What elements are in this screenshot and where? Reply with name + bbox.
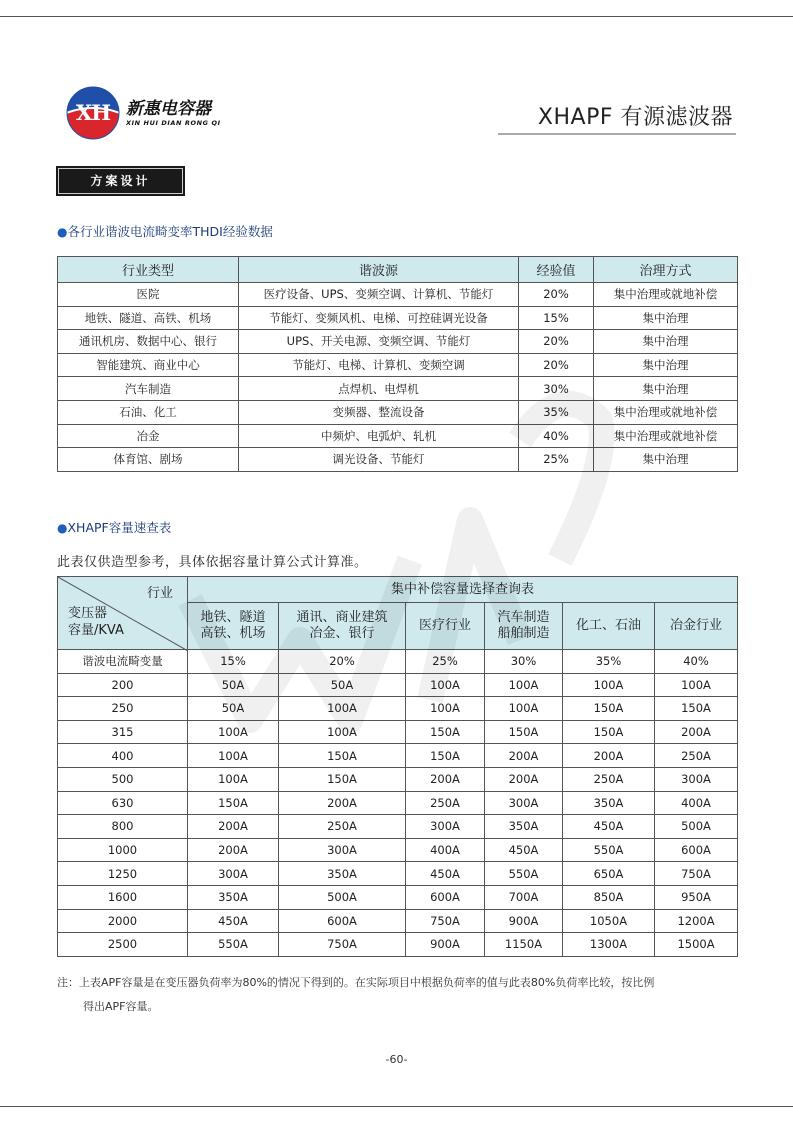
logo-chinese-name: 新惠电容器 <box>126 99 211 119</box>
table-cell: 600A <box>279 909 406 933</box>
table-cell: 15% <box>188 650 279 674</box>
table-cell: 调光设备、节能灯 <box>239 448 519 472</box>
product-title: XHAPF 有源滤波器 <box>537 105 733 130</box>
table-cell: 300A <box>655 767 738 791</box>
table-cell: 智能建筑、商业中心 <box>58 353 239 377</box>
table-cell: 550A <box>485 862 563 886</box>
table-cell: 35% <box>563 650 655 674</box>
thdi-table-header <box>58 257 738 283</box>
table-cell: 900A <box>485 909 563 933</box>
table-cell: 30% <box>485 650 563 674</box>
table-cell: 15% <box>519 306 594 330</box>
row-header-cell: 315 <box>58 720 188 744</box>
row-header-cell: 800 <box>58 815 188 839</box>
table-cell: 地铁、隧道、高铁、机场 <box>58 306 239 330</box>
table-cell: 100A <box>188 720 279 744</box>
col-header: 通讯、商业建筑 冶金、银行 <box>279 603 406 650</box>
table-row <box>58 720 738 744</box>
table-cell: 20% <box>519 283 594 307</box>
row-header-cell: 谐波电流畸变量 <box>58 650 188 674</box>
col-header: 冶金行业 <box>655 603 738 650</box>
table-row <box>58 400 738 424</box>
table-cell: 350A <box>279 862 406 886</box>
table-cell: 节能灯、变频风机、电梯、可控硅调光设备 <box>239 306 519 330</box>
capacity-table-group-header <box>58 577 738 603</box>
table-cell: 医疗设备、UPS、变频空调、计算机、节能灯 <box>239 283 519 307</box>
table-cell: 冶金 <box>58 424 239 448</box>
table-row <box>58 377 738 401</box>
table-cell: 汽车制造 <box>58 377 239 401</box>
table-cell: 40% <box>519 424 594 448</box>
bullet-dot-icon: ● <box>57 225 68 239</box>
group-header: 集中补偿容量选择查询表 <box>188 577 738 603</box>
table-row <box>58 862 738 886</box>
table-cell: 集中治理或就地补偿 <box>594 283 738 307</box>
row-header-cell: 400 <box>58 744 188 768</box>
table-cell: 100A <box>485 697 563 721</box>
table-cell: 150A <box>188 791 279 815</box>
table-cell: 200A <box>563 744 655 768</box>
table-cell: 200A <box>485 744 563 768</box>
row-header-cell: 1600 <box>58 885 188 909</box>
row-header-cell: 2500 <box>58 933 188 957</box>
table-row <box>58 353 738 377</box>
table-row <box>58 909 738 933</box>
section-badge-label: 方案设计 <box>90 174 151 188</box>
table-cell: 250A <box>279 815 406 839</box>
row-header-cell: 2000 <box>58 909 188 933</box>
table-cell: 550A <box>563 838 655 862</box>
section2-subtitle: 此表仅供造型参考，具体依据容量计算公式计算准。 <box>57 555 368 570</box>
table-cell: 450A <box>406 862 485 886</box>
table-cell: 25% <box>406 650 485 674</box>
table-cell: 1300A <box>563 933 655 957</box>
table-cell: 点焊机、电焊机 <box>239 377 519 401</box>
col-header: 经验值 <box>519 257 594 283</box>
table-cell: 250A <box>655 744 738 768</box>
table-cell: 350A <box>563 791 655 815</box>
table-cell: 100A <box>406 697 485 721</box>
table-cell: 300A <box>485 791 563 815</box>
table-row <box>58 885 738 909</box>
col-header: 地铁、隧道 高铁、机场 <box>188 603 279 650</box>
table-cell: 100A <box>485 673 563 697</box>
table-row <box>58 815 738 839</box>
table-cell: 1500A <box>655 933 738 957</box>
table-cell: 850A <box>563 885 655 909</box>
table-cell: 中频炉、电弧炉、轧机 <box>239 424 519 448</box>
table-cell: 150A <box>655 697 738 721</box>
table-cell: 950A <box>655 885 738 909</box>
section2-title: ●XHAPF容量速查表 <box>57 520 172 535</box>
table-cell: 150A <box>485 720 563 744</box>
col-header: 治理方式 <box>594 257 738 283</box>
table-cell: 集中治理 <box>594 448 738 472</box>
table-row <box>58 791 738 815</box>
col-header: 化工、石油 <box>563 603 655 650</box>
table-cell: 750A <box>279 933 406 957</box>
table-cell: 1200A <box>655 909 738 933</box>
logo-globe-icon <box>66 86 120 140</box>
table-cell: 200A <box>485 767 563 791</box>
section1-title: ●各行业谐波电流畸变率THDI经验数据 <box>57 224 273 239</box>
table-cell: 变频器、整流设备 <box>239 400 519 424</box>
table-cell: 650A <box>563 862 655 886</box>
table-row <box>58 697 738 721</box>
table-cell: 500A <box>655 815 738 839</box>
table-cell: 节能灯、电梯、计算机、变频空调 <box>239 353 519 377</box>
header-rule <box>498 133 736 135</box>
table-row <box>58 306 738 330</box>
table-cell: 石油、化工 <box>58 400 239 424</box>
footnote-line1: 注：上表APF容量是在变压器负荷率为80%的情况下得到的。在实际项目中根据负荷率的值与此表80%负荷率比较，按比例 <box>57 976 655 989</box>
table-cell: 250A <box>563 767 655 791</box>
table-row <box>58 424 738 448</box>
table-cell: 600A <box>655 838 738 862</box>
table-cell: 300A <box>279 838 406 862</box>
table-cell: 100A <box>563 673 655 697</box>
table-cell: 100A <box>406 673 485 697</box>
table-cell: 400A <box>406 838 485 862</box>
table-cell: 750A <box>406 909 485 933</box>
col-header: 汽车制造 船舶制造 <box>485 603 563 650</box>
table-cell: 150A <box>563 697 655 721</box>
corner-transformer-label: 变压器 容量/KVA <box>68 606 124 638</box>
table-cell: 20% <box>519 353 594 377</box>
footnote-line2: 得出APF容量。 <box>83 1000 159 1013</box>
table-cell: 150A <box>279 767 406 791</box>
table-cell: 450A <box>188 909 279 933</box>
table-cell: UPS、开关电源、变频空调、节能灯 <box>239 330 519 354</box>
table-cell: 1150A <box>485 933 563 957</box>
table-cell: 集中治理或就地补偿 <box>594 400 738 424</box>
table-cell: 50A <box>188 673 279 697</box>
table-cell: 700A <box>485 885 563 909</box>
table-cell: 100A <box>188 767 279 791</box>
thdi-table <box>57 256 738 472</box>
table-cell: 100A <box>279 697 406 721</box>
table-row <box>58 673 738 697</box>
page-number: -60- <box>385 1053 408 1066</box>
footnote <box>57 971 747 1019</box>
capacity-table <box>57 576 738 957</box>
table-cell: 900A <box>406 933 485 957</box>
top-rule <box>0 16 793 17</box>
table-cell: 500A <box>279 885 406 909</box>
table-row <box>58 448 738 472</box>
logo-english-name: XIN HUI DIAN RONG QI <box>126 119 221 127</box>
table-cell: 300A <box>406 815 485 839</box>
row-header-cell: 1000 <box>58 838 188 862</box>
section-badge <box>56 166 185 196</box>
table-cell: 20% <box>519 330 594 354</box>
table-cell: 200A <box>279 791 406 815</box>
table-cell: 300A <box>188 862 279 886</box>
table-cell: 通讯机房、数据中心、银行 <box>58 330 239 354</box>
table-cell: 集中治理或就地补偿 <box>594 424 738 448</box>
row-header-cell: 1250 <box>58 862 188 886</box>
table-row <box>58 283 738 307</box>
table-cell: 350A <box>485 815 563 839</box>
logo-letters: XH <box>75 100 111 125</box>
table-cell: 1050A <box>563 909 655 933</box>
table-cell: 450A <box>563 815 655 839</box>
table-cell: 25% <box>519 448 594 472</box>
table-cell: 35% <box>519 400 594 424</box>
table-row <box>58 744 738 768</box>
table-cell: 集中治理 <box>594 330 738 354</box>
table-cell: 50A <box>188 697 279 721</box>
table-cell: 100A <box>655 673 738 697</box>
table-cell: 100A <box>279 720 406 744</box>
table-cell: 750A <box>655 862 738 886</box>
table-row <box>58 933 738 957</box>
table-cell: 400A <box>655 791 738 815</box>
table-cell: 集中治理 <box>594 377 738 401</box>
table-cell: 100A <box>188 744 279 768</box>
table-cell: 200A <box>188 838 279 862</box>
table-cell: 医院 <box>58 283 239 307</box>
bottom-rule <box>0 1106 793 1107</box>
col-header: 行业类型 <box>58 257 239 283</box>
table-cell: 150A <box>406 744 485 768</box>
table-cell: 150A <box>406 720 485 744</box>
table-cell: 200A <box>406 767 485 791</box>
table-row <box>58 330 738 354</box>
table-cell: 集中治理 <box>594 306 738 330</box>
table-cell: 20% <box>279 650 406 674</box>
table-cell: 150A <box>563 720 655 744</box>
corner-cell <box>58 577 188 650</box>
bullet-dot-icon: ● <box>57 521 68 535</box>
table-cell: 150A <box>279 744 406 768</box>
table-cell: 40% <box>655 650 738 674</box>
table-cell: 350A <box>188 885 279 909</box>
table-row <box>58 650 738 674</box>
table-cell: 集中治理 <box>594 353 738 377</box>
row-header-cell: 500 <box>58 767 188 791</box>
table-cell: 250A <box>406 791 485 815</box>
table-cell: 30% <box>519 377 594 401</box>
table-cell: 200A <box>655 720 738 744</box>
col-header: 谐波源 <box>239 257 519 283</box>
table-cell: 50A <box>279 673 406 697</box>
table-cell: 550A <box>188 933 279 957</box>
col-header: 医疗行业 <box>406 603 485 650</box>
table-row <box>58 838 738 862</box>
table-cell: 200A <box>188 815 279 839</box>
company-logo <box>66 86 221 140</box>
corner-industry-label: 行业 <box>146 586 173 601</box>
row-header-cell: 200 <box>58 673 188 697</box>
row-header-cell: 250 <box>58 697 188 721</box>
row-header-cell: 630 <box>58 791 188 815</box>
table-cell: 体育馆、剧场 <box>58 448 239 472</box>
table-cell: 600A <box>406 885 485 909</box>
table-row <box>58 767 738 791</box>
table-cell: 450A <box>485 838 563 862</box>
